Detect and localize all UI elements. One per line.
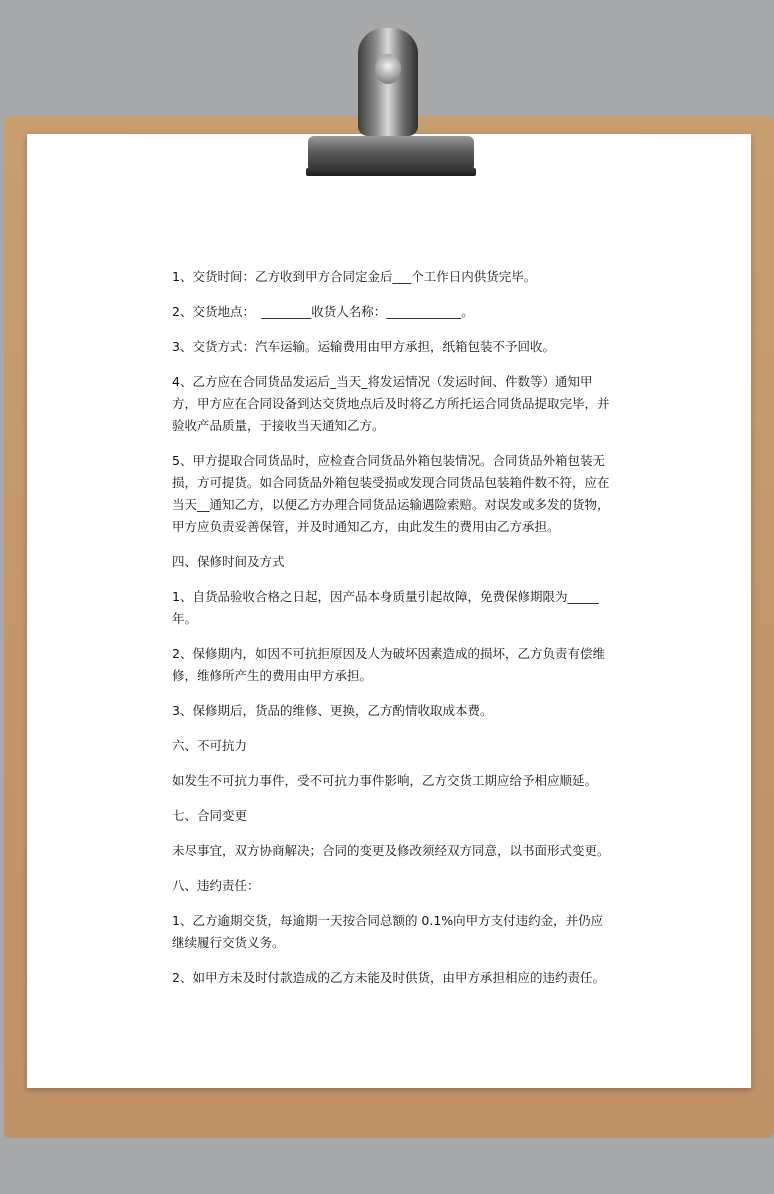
clause-contract-change: 未尽事宜，双方协商解决；合同的变更及修改须经双方同意，以书面形式变更。	[172, 843, 610, 858]
clause-warranty-period: 1、自货品验收合格之日起，因产品本身质量引起故障，免费保修期限为_____年。	[172, 589, 599, 626]
binder-clip-icon	[296, 28, 476, 178]
section-heading-warranty: 四、保修时间及方式	[172, 554, 285, 569]
contract-text	[172, 266, 612, 1002]
clause-post-warranty: 3、保修期后，货品的维修、更换，乙方酌情收取成本费。	[172, 703, 493, 718]
clause-late-payment: 2、如甲方未及时付款造成的乙方未能及时供货，由甲方承担相应的违约责任。	[172, 970, 605, 985]
clause-pickup-inspection: 5、甲方提取合同货品时，应检查合同货品外箱包装情况。合同货品外箱包装无损，方可提货。如合同货品外箱包装受损或发现合同货品包装箱件数不符，应在当天__通知乙方，以便乙方办理合同货品运输遇险索赔。对误发或多发的货物，甲方应负责妥善保管，并及时通知乙方，由此发生的费用由乙方承担。	[172, 453, 610, 534]
section-heading-contract-change: 七、合同变更	[172, 808, 248, 823]
clause-late-delivery: 1、乙方逾期交货，每逾期一天按合同总额的 0.1%向甲方支付违约金，并仍应继续履行交货义务。	[172, 913, 604, 950]
clause-warranty-damage: 2、保修期内，如因不可抗拒原因及人为破坏因素造成的损坏，乙方负责有偿维修，维修所产生的费用由甲方承担。	[172, 646, 605, 683]
section-heading-force-majeure: 六、不可抗力	[172, 738, 248, 753]
clause-delivery-location: 2、交货地点： ________收货人名称：____________。	[172, 304, 474, 319]
clause-delivery-method: 3、交货方式：汽车运输。运输费用由甲方承担，纸箱包装不予回收。	[172, 339, 555, 354]
clause-force-majeure: 如发生不可抗力事件，受不可抗力事件影响，乙方交货工期应给予相应顺延。	[172, 773, 598, 788]
clause-delivery-time: 1、交货时间：乙方收到甲方合同定金后___个工作日内供货完毕。	[172, 269, 537, 284]
section-heading-liability: 八、违约责任：	[172, 878, 260, 893]
clause-shipment-notice: 4、乙方应在合同货品发运后_当天_将发运情况（发运时间、件数等）通知甲方，甲方应在合同设备到达交货地点后及时将乙方所托运合同货品提取完毕，并验收产品质量，于接收当天通知乙方。	[172, 374, 610, 433]
